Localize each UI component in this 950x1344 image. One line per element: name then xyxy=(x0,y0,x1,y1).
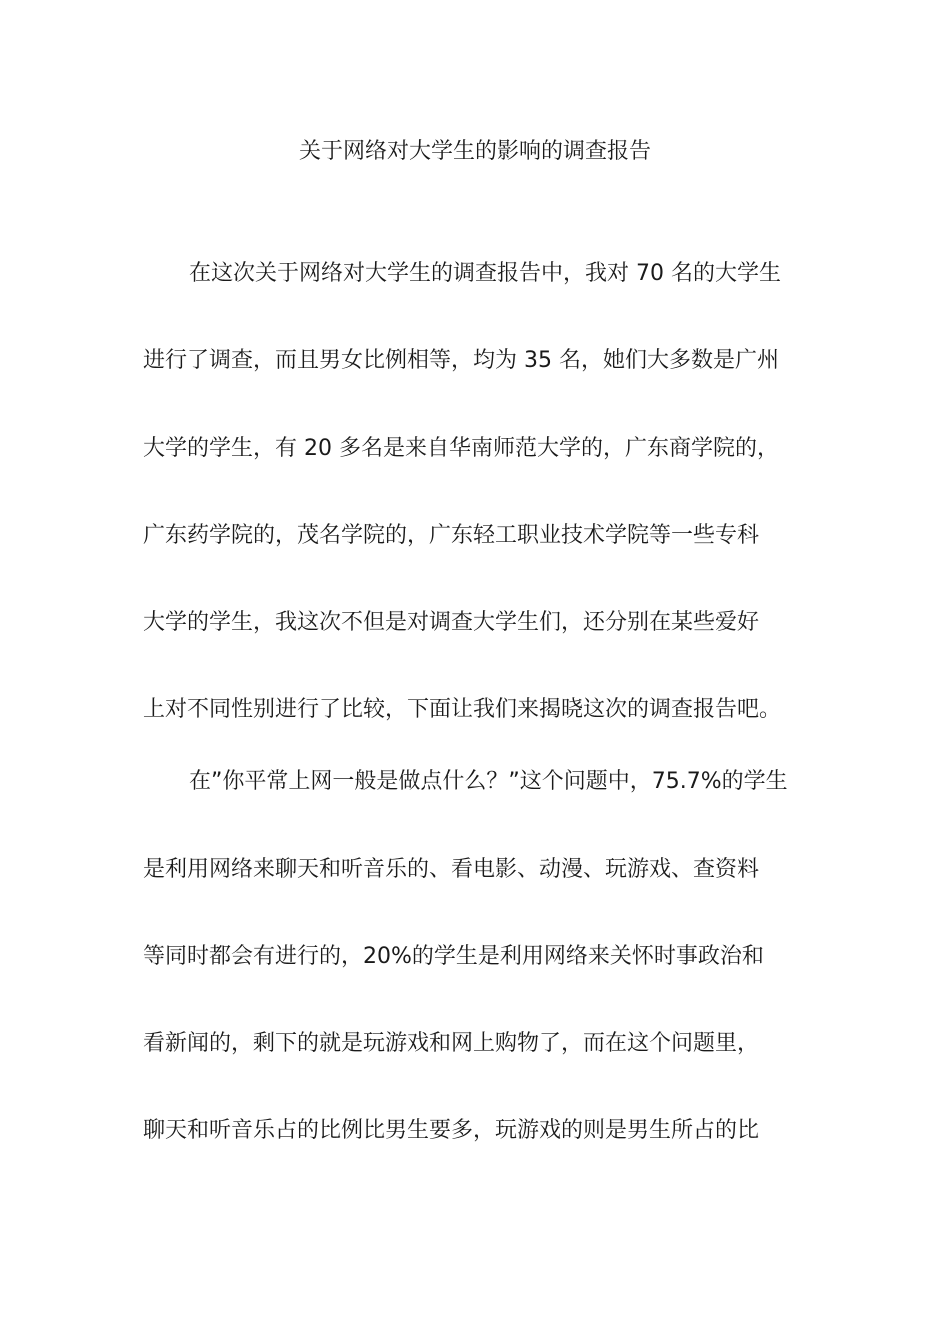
paragraph-line: 进行了调查，而且男女比例相等，均为 35 名，她们大多数是广州 xyxy=(143,348,779,373)
paragraph-line: 在”你平常上网一般是做点什么？”这个问题中，75.7%的学生 xyxy=(189,769,788,794)
paragraph-line: 看新闻的，剩下的就是玩游戏和网上购物了，而在这个问题里， xyxy=(143,1031,760,1056)
paragraph-line: 广东药学院的，茂名学院的，广东轻工职业技术学院等一些专科 xyxy=(143,523,760,548)
paragraph-line: 聊天和听音乐占的比例比男生要多，玩游戏的则是男生所占的比 xyxy=(143,1118,760,1143)
document-title: 关于网络对大学生的影响的调查报告 xyxy=(298,139,651,164)
paragraph-line: 是利用网络来聊天和听音乐的、看电影、动漫、玩游戏、查资料 xyxy=(143,857,760,882)
paragraph-line: 等同时都会有进行的，20%的学生是利用网络来关怀时事政治和 xyxy=(143,944,764,969)
paragraph-line: 在这次关于网络对大学生的调查报告中，我对 70 名的大学生 xyxy=(189,261,781,286)
paragraph-line: 大学的学生，我这次不但是对调查大学生们，还分别在某些爱好 xyxy=(143,610,760,635)
paragraph-line: 大学的学生，有 20 多名是来自华南师范大学的，广东商学院的， xyxy=(143,436,779,461)
paragraph-line: 上对不同性别进行了比较，下面让我们来揭晓这次的调查报告吧。 xyxy=(143,697,782,722)
